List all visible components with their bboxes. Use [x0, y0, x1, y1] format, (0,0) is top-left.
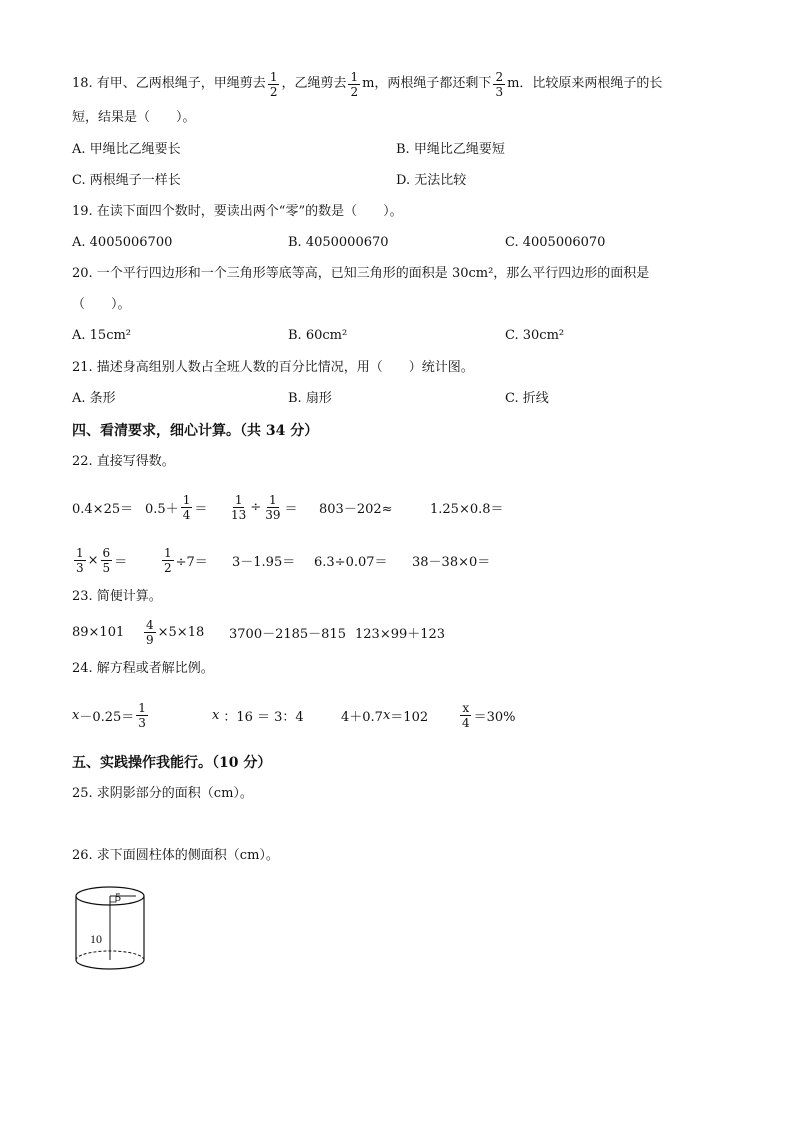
q24-expr-4-denominator: 4	[462, 715, 470, 730]
q18-option-d[interactable]: D. 无法比较	[396, 173, 467, 188]
q20-line1: 20. 一个平行四边形和一个三角形等底等高，已知三角形的面积是 30cm²，那么平行四边形的面积是	[72, 266, 650, 281]
q20-option-a[interactable]: A. 15cm²	[72, 328, 132, 343]
q18-f1-denominator: 2	[269, 84, 278, 99]
q19-option-c[interactable]: C. 4005006070	[505, 235, 606, 250]
q18-text-2: ，乙绳剪去	[281, 76, 347, 91]
q18-f2-denominator: 2	[350, 84, 359, 99]
cylinder-figure	[70, 882, 170, 982]
cylinder-bottom-front	[76, 960, 144, 969]
q24-expr-4	[458, 698, 516, 732]
q22-expr-2	[145, 490, 207, 524]
q18-text-1: 18. 有甲、乙两根绳子，甲绳剪去	[72, 76, 266, 91]
q18-option-c[interactable]: C. 两根绳子一样长	[72, 173, 181, 188]
q22-expr-3-fraction-a	[229, 493, 248, 522]
q20-option-b[interactable]: B. 60cm²	[288, 328, 348, 343]
q23-expr-2-fraction	[144, 618, 156, 647]
q19-option-b[interactable]: B. 4050000670	[288, 235, 389, 250]
q21-option-a[interactable]: A. 条形	[72, 391, 116, 406]
q24-expr-2-a: ：16 ＝ 3：4	[223, 709, 304, 725]
q18-line1	[72, 69, 663, 99]
q22-expr-7	[160, 543, 208, 577]
q24-stem: 24. 解方程或者解比例。	[72, 661, 214, 676]
q18-text-3: m，两根绳子都还剩下	[362, 76, 492, 91]
q26-stem: 26. 求下面圆柱体的侧面积（cm）。	[72, 848, 279, 863]
q23-expr-2-numerator: 4	[146, 617, 154, 632]
q18-f3-denominator: 3	[495, 84, 504, 99]
q22-expr-6-eq: ＝	[114, 554, 128, 570]
q22-expr-4: 803－202≈	[319, 501, 393, 517]
q24-expr-3-a: 4＋0.7	[341, 709, 383, 725]
q22-expr-6b-denominator: 5	[102, 560, 111, 575]
q25-stem: 25. 求阴影部分的面积（cm）。	[72, 786, 253, 801]
q22-expr-3b-denominator: 39	[265, 507, 281, 522]
section-4-heading: 四、看清要求，细心计算。（共 34 分）	[72, 423, 319, 439]
q18-fraction-1	[268, 70, 280, 99]
q21-option-c[interactable]: C. 折线	[505, 391, 549, 406]
q22-expr-6a-numerator: 1	[76, 545, 84, 560]
q18-f1-numerator: 1	[269, 69, 278, 84]
q24-expr-2-var: x	[212, 707, 220, 723]
q22-expr-6a-denominator: 3	[76, 560, 84, 575]
q18-option-b[interactable]: B. 甲绳比乙绳要短	[396, 142, 505, 157]
q24-expr-4-numerator: x	[462, 700, 470, 715]
q22-expr-10: 38－38×0＝	[412, 554, 491, 570]
q22-expr-6-op: ×	[87, 552, 99, 568]
q24-expr-3-b: ＝102	[390, 709, 429, 725]
q24-expr-1-denominator: 3	[138, 715, 146, 730]
q22-expr-6b-numerator: 6	[102, 545, 111, 560]
q22-expr-6-fraction-a	[74, 546, 86, 575]
q22-expr-3a-numerator: 1	[234, 492, 243, 507]
q18-fraction-3	[493, 70, 505, 99]
q21-stem: 21. 描述身高组别人数占全班人数的百分比情况，用（ ）统计图。	[72, 360, 474, 375]
q22-expr-9: 6.3÷0.07＝	[314, 554, 388, 570]
q22-expr-3b-numerator: 1	[269, 492, 277, 507]
section-5-heading: 五、实践操作我能行。（10 分）	[72, 755, 272, 771]
q22-expr-7-rest: ÷7＝	[175, 554, 208, 570]
q22-expr-3a-denominator: 13	[231, 507, 247, 522]
q23-expr-4: 123×99＋123	[355, 626, 446, 642]
q24-expr-3	[341, 698, 428, 732]
q22-expr-2-numerator: 1	[182, 492, 191, 507]
q24-expr-3-var: x	[382, 707, 391, 723]
q22-stem: 22. 直接写得数。	[72, 454, 175, 469]
q18-option-a[interactable]: A. 甲绳比乙绳要长	[72, 142, 181, 157]
q22-expr-7-denominator: 2	[164, 560, 172, 575]
q22-expr-6-fraction-b	[101, 546, 113, 575]
q22-expr-3-op: ÷	[250, 499, 262, 515]
q23-expr-2-denominator: 9	[146, 632, 154, 647]
q22-expr-1: 0.4×25＝	[72, 501, 134, 517]
q21-option-b[interactable]: B. 扇形	[288, 391, 332, 406]
q22-expr-8: 3－1.95＝	[232, 554, 296, 570]
cylinder-radius-label: 5	[115, 890, 121, 904]
q24-expr-1-fraction	[136, 701, 148, 730]
q23-expr-2-rest: ×5×18	[157, 624, 205, 640]
q22-expr-3	[227, 490, 297, 524]
q18-f2-numerator: 1	[350, 69, 359, 84]
q18-f3-numerator: 2	[495, 69, 504, 84]
q22-expr-2-denominator: 4	[182, 507, 191, 522]
q22-expr-7-fraction	[162, 546, 174, 575]
q22-expr-5: 1.25×0.8＝	[430, 501, 504, 517]
q23-expr-3: 3700－2185－815	[229, 626, 346, 642]
q23-stem: 23. 简便计算。	[72, 589, 162, 604]
q22-expr-6	[72, 543, 127, 577]
q23-expr-2	[142, 615, 204, 649]
q19-option-a[interactable]: A. 4005006700	[72, 235, 173, 250]
q22-expr-3-eq: ＝	[284, 501, 298, 517]
q23-expr-1: 89×101	[72, 624, 125, 640]
q22-expr-2-eq: ＝	[194, 501, 208, 517]
q24-expr-1-a: －0.25＝	[79, 709, 135, 725]
q20-option-c[interactable]: C. 30cm²	[505, 328, 565, 343]
q24-expr-2	[212, 698, 304, 732]
q18-fraction-2	[348, 70, 360, 99]
q24-expr-4-fraction	[460, 701, 472, 730]
q22-expr-7-numerator: 1	[164, 545, 172, 560]
q24-expr-1-numerator: 1	[138, 700, 146, 715]
q20-line2: （ ）。	[72, 297, 131, 312]
q18-line2: 短，结果是（ ）。	[72, 110, 196, 125]
q24-expr-4-rest: ＝30%	[473, 709, 516, 725]
q22-expr-2-fraction	[181, 493, 193, 522]
q22-expr-3-fraction-b	[263, 493, 282, 522]
q24-expr-1-var: x	[72, 707, 80, 723]
q19-stem: 19. 在读下面四个数时，要读出两个“零”的数是（ ）。	[72, 204, 403, 219]
q18-text-4: m．比较原来两根绳子的长	[507, 76, 663, 91]
cylinder-height-label: 10	[90, 932, 102, 946]
q22-expr-2-a: 0.5＋	[145, 501, 179, 517]
q24-expr-1	[72, 698, 150, 732]
